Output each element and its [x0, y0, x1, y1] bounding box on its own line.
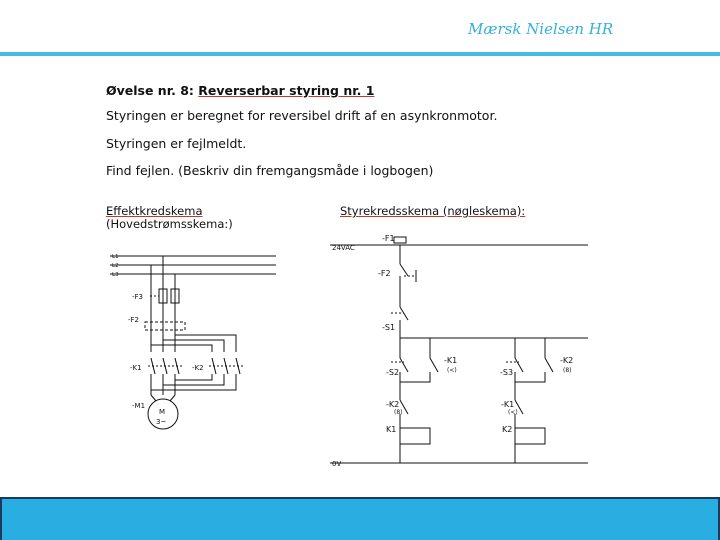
coil-k2-symbol	[515, 428, 545, 444]
phase-label-l1: L1	[112, 254, 119, 260]
footer-frame	[0, 497, 720, 540]
k2-cross-3	[151, 374, 236, 390]
label-s1: -S1	[382, 323, 396, 332]
exercise-line-2: Styringen er fejlmeldt.	[106, 136, 247, 151]
label-k2-interlock-ref: (8)	[394, 409, 403, 416]
power-circuit-heading-text: Effektkredskema	[106, 204, 203, 218]
k2-feed-2	[163, 340, 224, 352]
label-s3: -S3	[500, 368, 514, 377]
exercise-line-3: Find fejlen. (Beskriv din fremgangsmåde i logbogen)	[106, 163, 434, 178]
coil-k1-symbol	[400, 428, 430, 444]
exercise-line-1: Styringen er beregnet for reversibel drift af en asynkronmotor.	[106, 108, 498, 123]
label-f2-ctrl: -F2	[378, 269, 391, 278]
label-k1-interlock: -K1	[501, 400, 515, 409]
label-motor-m1: -M1	[132, 402, 146, 410]
label-s2: -S2	[386, 368, 400, 377]
label-motor-type: 3~	[156, 418, 167, 426]
control-circuit-heading-text: Styrekredsskema (nøgleskema):	[340, 204, 526, 218]
s2-contact	[400, 358, 408, 372]
label-overload-f2: -F2	[128, 316, 140, 324]
label-k2-interlock: -K2	[386, 400, 400, 409]
power-circuit-subheading: (Hovedstrømsskema:)	[106, 217, 233, 231]
label-k1-interlock-ref: (<)	[508, 409, 518, 416]
label-coil-k2: K2	[502, 425, 513, 434]
exercise-title-prefix: Øvelse nr. 8:	[106, 83, 199, 98]
label-k1-hold-ref: (<)	[447, 367, 457, 374]
label-k1-power: -K1	[130, 364, 142, 372]
label-zero: 0V	[332, 460, 342, 468]
phase-label-l2: L2	[112, 263, 119, 269]
k2-feed-3	[151, 345, 212, 352]
label-k2-hold: -K2	[560, 356, 574, 365]
f2-contact	[400, 264, 408, 276]
fuse-f1-symbol	[394, 237, 406, 243]
label-f1: -F1	[382, 234, 395, 243]
label-supply: 24VAC	[332, 244, 355, 252]
k2-hold-contact	[545, 358, 553, 372]
label-fuse-f3: -F3	[132, 293, 144, 301]
k2-cross-1	[175, 374, 212, 380]
label-k2-hold-ref: (8)	[563, 367, 572, 374]
header-title: Mærsk Nielsen HR	[468, 20, 614, 38]
k2-feed-1	[175, 335, 236, 352]
label-k2-power: -K2	[192, 364, 204, 372]
phase-label-l3: L3	[112, 272, 119, 278]
label-k1-hold: -K1	[444, 356, 458, 365]
label-coil-k1: K1	[386, 425, 397, 434]
k1-hold-contact	[430, 358, 438, 372]
exercise-title-main: Reverserbar styring nr. 1	[198, 83, 375, 98]
s3-contact	[515, 358, 523, 372]
label-motor-m: M	[159, 408, 166, 416]
